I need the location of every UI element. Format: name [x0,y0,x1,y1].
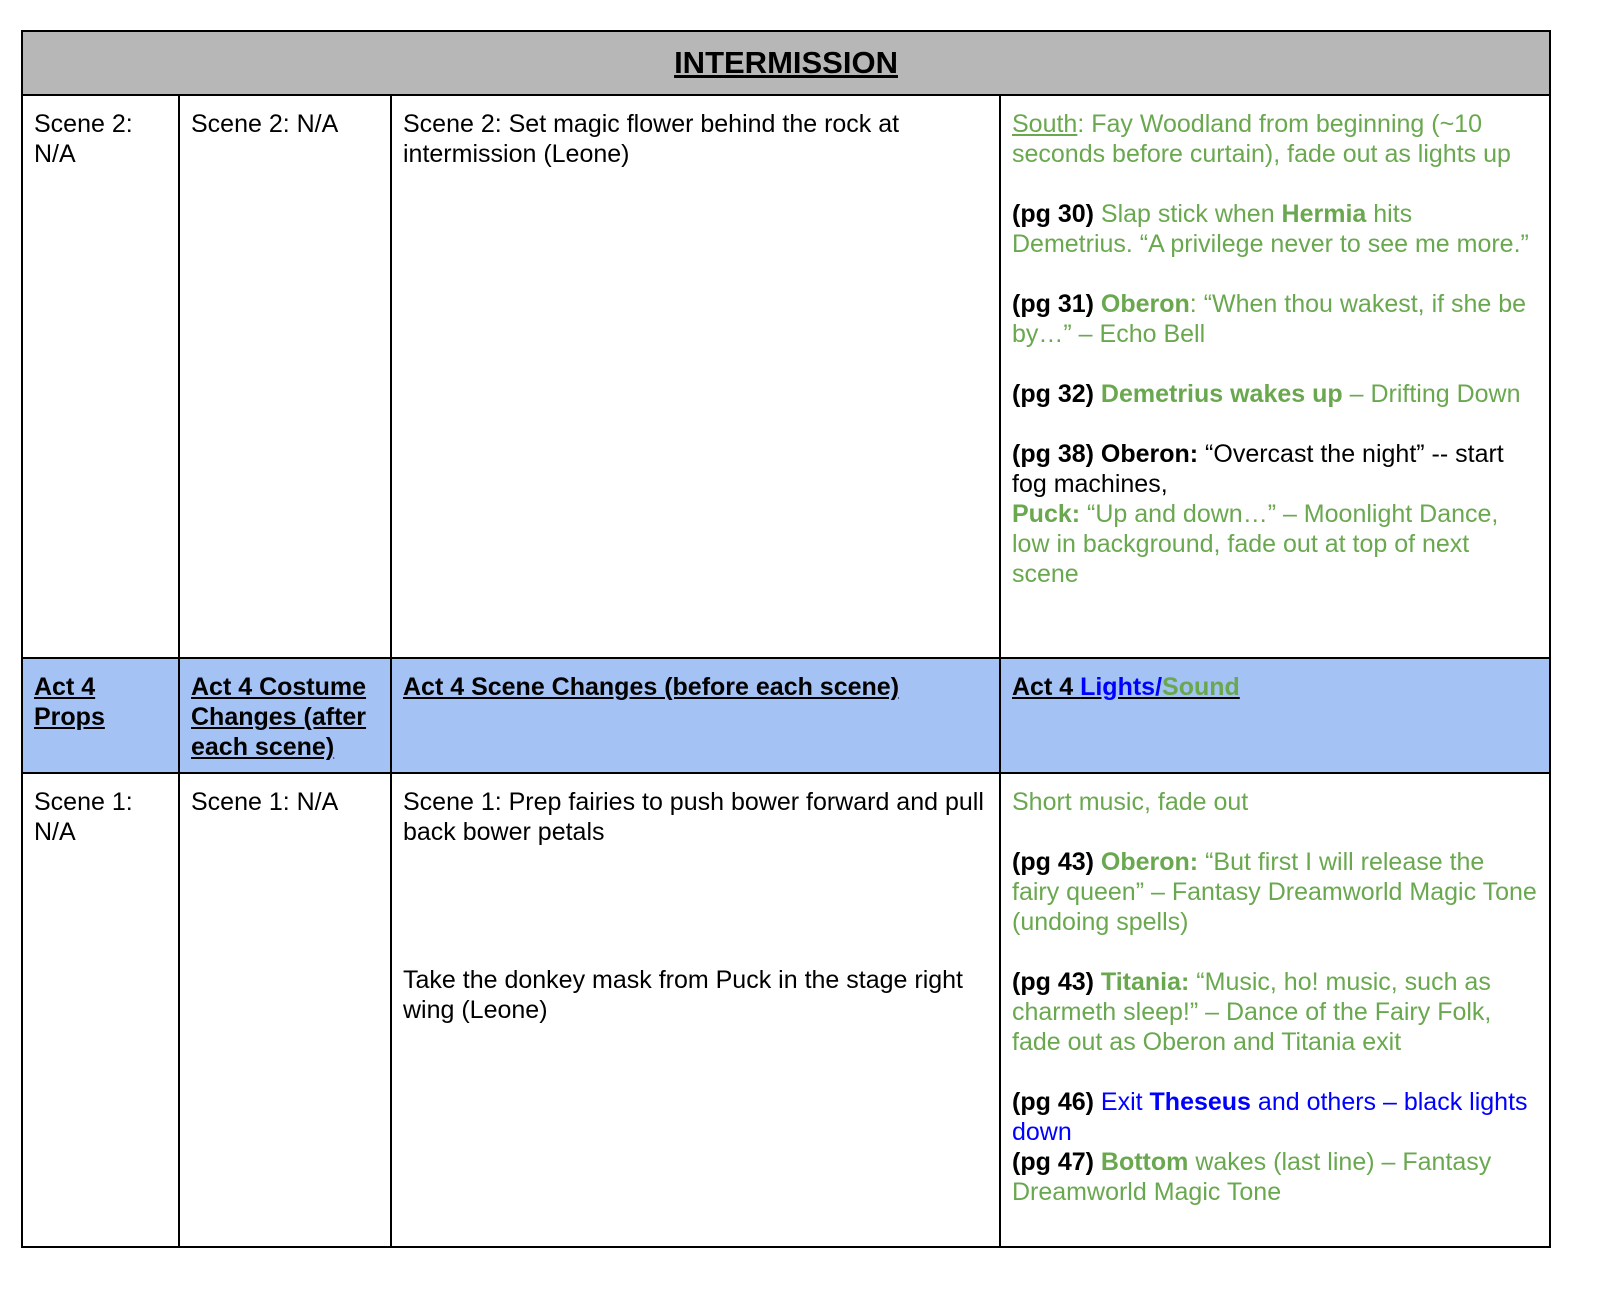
lights-sound-cell [1000,95,1550,658]
cue-south-label: South [1012,110,1078,138]
cue-short-music: Short music, fade out [1012,788,1249,816]
act4-header-row [22,658,1550,773]
character-name: Titania: [1093,968,1190,996]
act4-props-header: Act 4 Props [22,658,179,773]
cue-text: “But first I will release the fairy queen” – Fantasy Dreamworld Magic Tone (undoing spells) [1012,848,1537,936]
character-name: Puck: [1012,500,1081,528]
scene-change-item: Scene 1: Prep fairies to push bower forward and pull back bower petals [403,788,984,846]
props-cell: Scene 2: N/A [22,95,179,658]
cue-pg31 [1012,289,1538,349]
intermission-row [22,31,1550,95]
costumes-cell: Scene 2: N/A [179,95,391,658]
cue-text: : “When thou wakest, if she be by…” – Echo Bell [1012,290,1527,348]
cue-text: hits Demetrius. “A privilege never to see me more.” [1012,200,1529,258]
act4-costumes-header: Act 4 Costume Changes (after each scene) [179,658,391,773]
page-ref: (pg 43) [1012,848,1094,876]
cue-sheet-table [21,30,1551,1248]
cue-text: – Drifting Down [1342,380,1521,408]
scene-changes-cell [391,773,1000,1247]
character-name: Bottom [1093,1148,1189,1176]
page-ref: (pg 47) [1012,1148,1094,1176]
cue-pg46 [1012,1087,1538,1147]
scene-change-item: Take the donkey mask from Puck in the stage right wing (Leone) [403,966,963,1024]
character-name: Oberon: [1093,848,1199,876]
scene-changes-cell: Scene 2: Set magic flower behind the rock at intermission (Leone) [391,95,1000,658]
cue-pg38 [1012,439,1538,499]
page-ref: (pg 32) [1012,380,1094,408]
cue-pg43a [1012,847,1538,937]
cue-pg32 [1012,379,1538,409]
cue-text: Exit [1093,1088,1150,1116]
character-name: Theseus [1149,1088,1251,1116]
act4-scene-changes-header: Act 4 Scene Changes (before each scene) [391,658,1000,773]
cue-puck [1012,499,1538,589]
cue-text: Slap stick when [1093,200,1282,228]
cue-pg43b [1012,967,1538,1057]
lights-sound-cell [1000,773,1550,1247]
cue-text: “Music, ho! music, such as charmeth sleep!” – Dance of the Fairy Folk, fade out as Oberon and Titania exit [1012,968,1492,1056]
character-name: Hermia [1281,200,1367,228]
page-ref: (pg 30) [1012,200,1094,228]
intermission-title: INTERMISSION [22,31,1550,95]
page-ref: (pg 38) Oberon: [1012,440,1199,468]
page-ref: (pg 43) [1012,968,1094,996]
cue-text: wakes (last line) – Fantasy Dreamworld Magic Tone [1012,1148,1492,1206]
sound-label: Sound [1162,673,1240,701]
cue-text: and others – black lights down [1012,1088,1528,1146]
act3-scene2-row [22,95,1550,658]
cue-pg47 [1012,1147,1538,1207]
cue-text: “Up and down…” – Moonlight Dance, low in background, fade out at top of next scene [1012,500,1499,588]
act4-lights-sound-header [1000,658,1550,773]
page-ref: (pg 46) [1012,1088,1094,1116]
costumes-cell: Scene 1: N/A [179,773,391,1247]
cue-pg30 [1012,199,1538,259]
act4-prefix: Act 4 [1012,673,1081,701]
props-cell: Scene 1: N/A [22,773,179,1247]
lights-label: Lights/ [1080,673,1163,701]
cue-south-text: : Fay Woodland from beginning (~10 seconds before curtain), fade out as lights up [1012,110,1511,168]
character-name: Demetrius wakes up [1093,380,1343,408]
cue-south [1012,109,1538,169]
cue-text: “Overcast the night” -- start fog machines, [1012,440,1504,498]
character-name: Oberon [1093,290,1190,318]
page-ref: (pg 31) [1012,290,1094,318]
act4-scene1-row [22,773,1550,1247]
